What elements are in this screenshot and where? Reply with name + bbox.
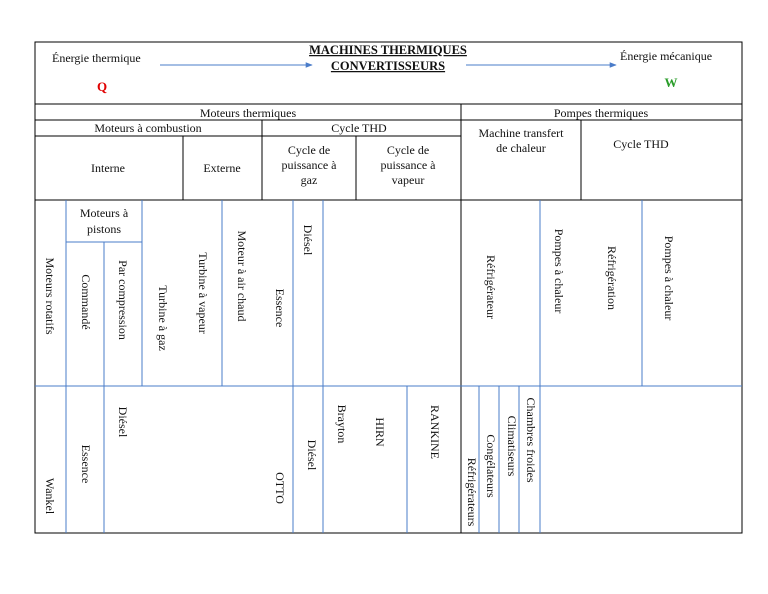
hirn-label: HIRN (373, 417, 387, 447)
moteurs-rotatifs-label: Moteurs rotatifs (43, 257, 57, 335)
energie-mecanique-label: Énergie mécanique (620, 49, 713, 63)
gaz-label-line1: Cycle de (287, 143, 331, 157)
essence-level5-label: Essence (79, 444, 93, 484)
diesel-level4-label: Diésel (301, 224, 315, 256)
refrigerateurs-label: Réfrigérateurs (465, 457, 479, 527)
chambres-froides-label: Chambres froides (524, 397, 538, 483)
cycle-thd-left-label: Cycle THD (331, 121, 387, 135)
q-symbol: Q (96, 79, 108, 94)
transfert-label-line1: Machine transfert (478, 126, 564, 140)
w-symbol: W (664, 75, 678, 90)
moteurs-combustion-label: Moteurs à combustion (94, 121, 202, 135)
diagram-title-line1: MACHINES THERMIQUES (309, 43, 467, 57)
interne-label: Interne (91, 161, 125, 175)
vapeur-label-line3: vapeur (391, 173, 425, 187)
gaz-label-line3: gaz (300, 173, 318, 187)
commande-label: Commandé (79, 274, 93, 330)
diagram-title-line2: CONVERTISSEURS (330, 59, 446, 73)
turbine-gaz-label: Turbine à gaz (156, 285, 170, 351)
diesel-level5-2-label: Diésel (305, 439, 319, 471)
turbine-vapeur-label: Turbine à vapeur (196, 252, 210, 334)
climatiseurs-label: Climatiseurs (505, 415, 519, 477)
refrigerateur-label: Réfrigérateur (484, 255, 498, 319)
energie-thermique-label: Énergie thermique (52, 51, 141, 65)
moteurs-thermiques-label: Moteurs thermiques (199, 106, 297, 120)
pompes-chaleur-2-label: Pompes à chaleur (662, 235, 676, 321)
par-compression-label: Par compression (116, 260, 130, 340)
cycle-thd-right-label: Cycle THD (613, 137, 669, 151)
rankine-label: RANKINE (428, 405, 442, 459)
pistons-label-line1: Moteurs à (79, 206, 129, 220)
wankel-label: Wankel (43, 477, 57, 515)
congelateurs-label: Congélateurs (484, 434, 498, 498)
brayton-label: Brayton (335, 404, 349, 444)
gaz-label-line2: puissance à (281, 158, 337, 172)
diesel-level5-1-label: Diésel (116, 406, 130, 438)
pompes-thermiques-label: Pompes thermiques (553, 106, 649, 120)
pompes-chaleur-1-label: Pompes à chaleur (552, 228, 566, 314)
pistons-label-line2: pistons (86, 222, 122, 236)
otto-label: OTTO (273, 472, 287, 504)
transfert-label-line2: de chaleur (496, 141, 546, 155)
refrigeration-label: Réfrigération (605, 246, 619, 310)
vapeur-label-line2: puissance à (380, 158, 436, 172)
moteur-air-chaud-label: Moteur à air chaud (235, 230, 249, 322)
vapeur-label-line1: Cycle de (386, 143, 430, 157)
externe-label: Externe (203, 161, 241, 175)
essence-level4-label: Essence (273, 288, 287, 328)
